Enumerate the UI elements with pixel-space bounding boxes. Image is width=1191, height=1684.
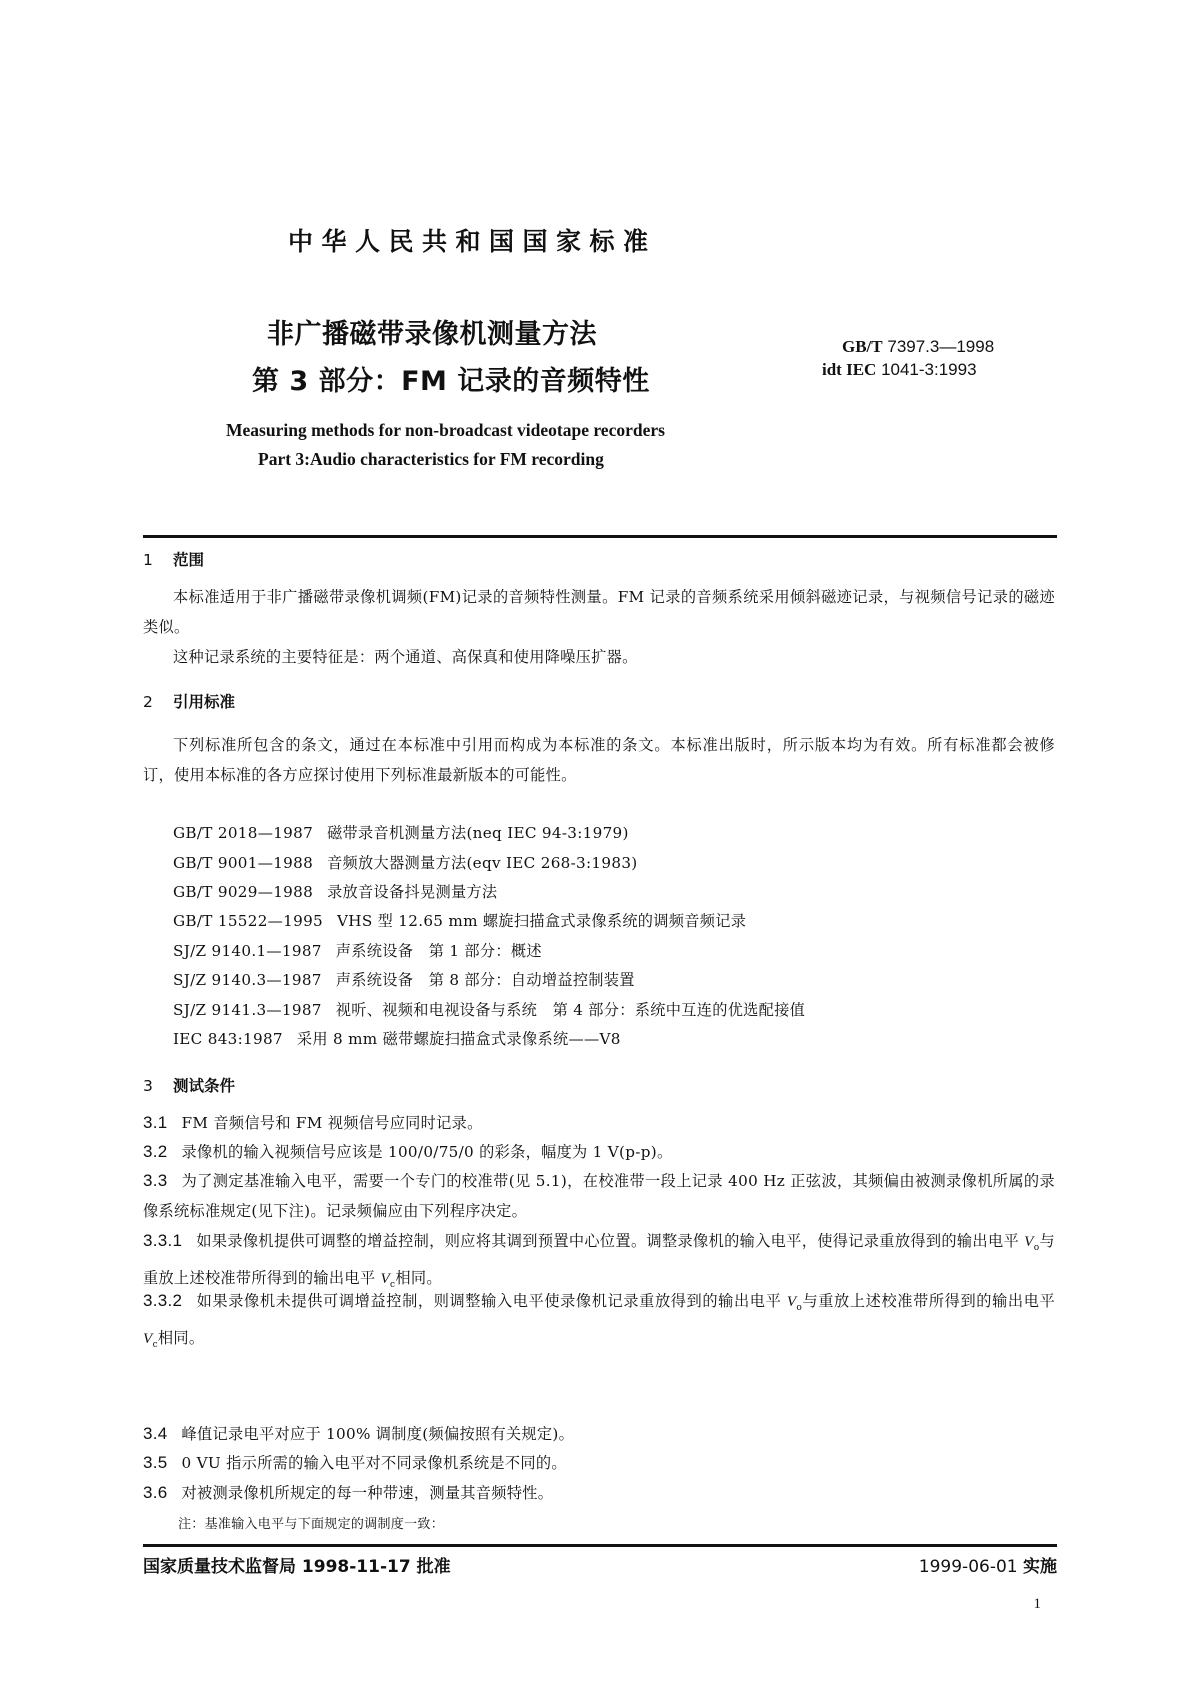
reference-code: SJ/Z 9140.1—1987 xyxy=(173,942,322,960)
clause-3-3 xyxy=(143,1166,1055,1226)
title-en-line1: Measuring methods for non-broadcast videotape recorders xyxy=(226,420,665,440)
effective-label: 实施 xyxy=(1023,1557,1057,1577)
reference-item xyxy=(173,822,629,843)
symbol-v: V xyxy=(380,1270,391,1288)
reference-title: 磁带录音机测量方法(neq IEC 94-3:1979) xyxy=(327,824,629,842)
reference-code: GB/T 15522—1995 xyxy=(173,912,324,930)
section-title: 引用标准 xyxy=(173,693,236,711)
reference-code: SJ/Z 9141.3—1987 xyxy=(173,1001,322,1019)
clause-text: 与重放上述校准带所得到的输出电平 xyxy=(802,1292,1055,1310)
footer-divider xyxy=(143,1544,1057,1547)
clause-number: 3.6 xyxy=(143,1483,168,1502)
section-1-paragraph-1: 本标准适用于非广播磁带录像机调频(FM)记录的音频特性测量。FM 记录的音频系统采用倾斜磁迹记录，与视频信号记录的磁迹类似。 xyxy=(143,588,1055,636)
section-2-paragraph-1: 下列标准所包含的条文，通过在本标准中引用而构成为本标准的条文。本标准出版时，所示版本均为有效。所有标准都会被修订，使用本标准的各方应探讨使用下列标准最新版本的可能性。 xyxy=(143,736,1055,784)
reference-title: VHS 型 12.65 mm 螺旋扫描盒式录像系统的调频音频记录 xyxy=(337,912,747,930)
note: 注：基准输入电平与下面规定的调制度一致： xyxy=(178,1517,445,1532)
section-1-heading xyxy=(143,548,204,570)
section-title: 范围 xyxy=(173,551,205,569)
symbol-v: V xyxy=(1024,1233,1034,1250)
clause-number: 3.3.2 xyxy=(143,1291,183,1310)
clause-number: 3.4 xyxy=(143,1424,168,1443)
reference-item xyxy=(173,969,635,990)
clause-number: 3.3.1 xyxy=(143,1231,183,1250)
section-number: 1 xyxy=(143,551,153,569)
section-number: 3 xyxy=(143,1077,153,1095)
page-number: 1 xyxy=(1033,1596,1041,1612)
equivalence-value: 1041-3:1993 xyxy=(881,360,977,379)
clause-text: 0 VU 指示所需的输入电平对不同录像机系统是不同的。 xyxy=(181,1454,567,1472)
subscript-c: c xyxy=(152,1340,158,1351)
title-en-line2: Part 3:Audio characteristics for FM recording xyxy=(258,449,604,469)
reference-code: GB/T 9001—1988 xyxy=(173,854,314,872)
reference-item xyxy=(173,999,805,1020)
clause-text: 峰值记录电平对应于 100% 调制度(频偏按照有关规定)。 xyxy=(181,1425,575,1443)
clause-text: FM 音频信号和 FM 视频信号应同时记录。 xyxy=(181,1114,483,1132)
clause-text: 录像机的输入视频信号应该是 100/0/75/0 的彩条，幅度为 1 V(p-p)。 xyxy=(181,1143,673,1161)
section-3-heading xyxy=(143,1074,235,1096)
reference-title: 声系统设备 第 1 部分：概述 xyxy=(335,942,542,960)
subscript-c: c xyxy=(390,1280,396,1291)
symbol-v: V xyxy=(143,1330,153,1348)
section-2-heading xyxy=(143,690,235,712)
equivalence-standard xyxy=(822,360,977,380)
clause-number: 3.2 xyxy=(143,1142,168,1161)
section-title: 测试条件 xyxy=(173,1077,236,1095)
reference-item xyxy=(173,881,497,902)
reference-title: 录放音设备抖晃测量方法 xyxy=(327,883,498,901)
clause-text: 与重放上述校准带所得到的输出电平 xyxy=(143,1232,1055,1288)
reference-item xyxy=(173,1028,621,1049)
clause-3-1 xyxy=(143,1112,483,1133)
effective-date: 1999-06-01 xyxy=(918,1557,1018,1577)
clause-3-4 xyxy=(143,1423,574,1444)
national-standard-heading: 中华人民共和国国家标准 xyxy=(288,227,657,256)
clause-text: 为了测定基准输入电平，需要一个专门的校准带(见 5.1)，在校准带一段上记录 400 Hz 正弦波，其频偏由被测录像机所属的录像系统标准规定(见下注)。记录频偏应由下列程序决定。 xyxy=(143,1172,1055,1220)
clause-text: 如果录像机提供可调整的增益控制，则应将其调到预置中心位置。调整录像机的输入电平，使得记录重放得到的输出电平 xyxy=(196,1232,1025,1250)
title-zh-line1: 非广播磁带录像机测量方法 xyxy=(267,319,597,350)
clause-3-5 xyxy=(143,1452,567,1473)
reference-item xyxy=(173,940,542,961)
reference-code: IEC 843:1987 xyxy=(173,1030,283,1048)
reference-item xyxy=(173,852,638,873)
standard-number-value: 7397.3—1998 xyxy=(887,337,995,356)
equivalence-prefix: idt IEC xyxy=(822,360,877,379)
clause-3-3-2 xyxy=(143,1286,1055,1360)
reference-title: 采用 8 mm 磁带螺旋扫描盒式录像系统——V8 xyxy=(296,1030,621,1048)
clause-3-6 xyxy=(143,1482,553,1503)
reference-code: GB/T 2018—1987 xyxy=(173,824,314,842)
header-divider xyxy=(143,535,1057,538)
clause-number: 3.1 xyxy=(143,1113,168,1132)
symbol-v: V xyxy=(786,1293,797,1310)
section-1-paragraph-2: 这种记录系统的主要特征是：两个通道、高保真和使用降噪压扩器。 xyxy=(173,648,638,666)
section-number: 2 xyxy=(143,693,153,711)
approval-statement: 国家质量技术监督局 1998-11-17 批准 xyxy=(143,1557,451,1577)
title-zh-line2: 第 3 部分：FM 记录的音频特性 xyxy=(252,366,650,397)
clause-number: 3.5 xyxy=(143,1453,168,1472)
reference-item xyxy=(173,910,746,931)
clause-text: 如果录像机未提供可调增益控制，则调整输入电平使录像机记录重放得到的输出电平 xyxy=(196,1292,787,1310)
clause-3-2 xyxy=(143,1141,672,1162)
standard-number xyxy=(842,337,994,357)
clause-text: 相同。 xyxy=(395,1269,442,1288)
effective-statement xyxy=(919,1552,1057,1577)
reference-code: SJ/Z 9140.3—1987 xyxy=(173,971,322,989)
reference-title: 声系统设备 第 8 部分：自动增益控制装置 xyxy=(335,971,635,989)
subscript-o: o xyxy=(796,1303,803,1314)
clause-text: 对被测录像机所规定的每一种带速，测量其音频特性。 xyxy=(181,1484,554,1502)
clause-text: 相同。 xyxy=(157,1329,205,1348)
reference-code: GB/T 9029—1988 xyxy=(173,883,314,901)
subscript-o: o xyxy=(1033,1243,1040,1254)
reference-title: 视听、视频和电视设备与系统 第 4 部分：系统中互连的优选配接值 xyxy=(335,1001,806,1019)
standard-number-prefix: GB/T xyxy=(842,337,883,356)
reference-title: 音频放大器测量方法(eqv IEC 268-3:1983) xyxy=(327,854,638,872)
clause-number: 3.3 xyxy=(143,1171,168,1190)
